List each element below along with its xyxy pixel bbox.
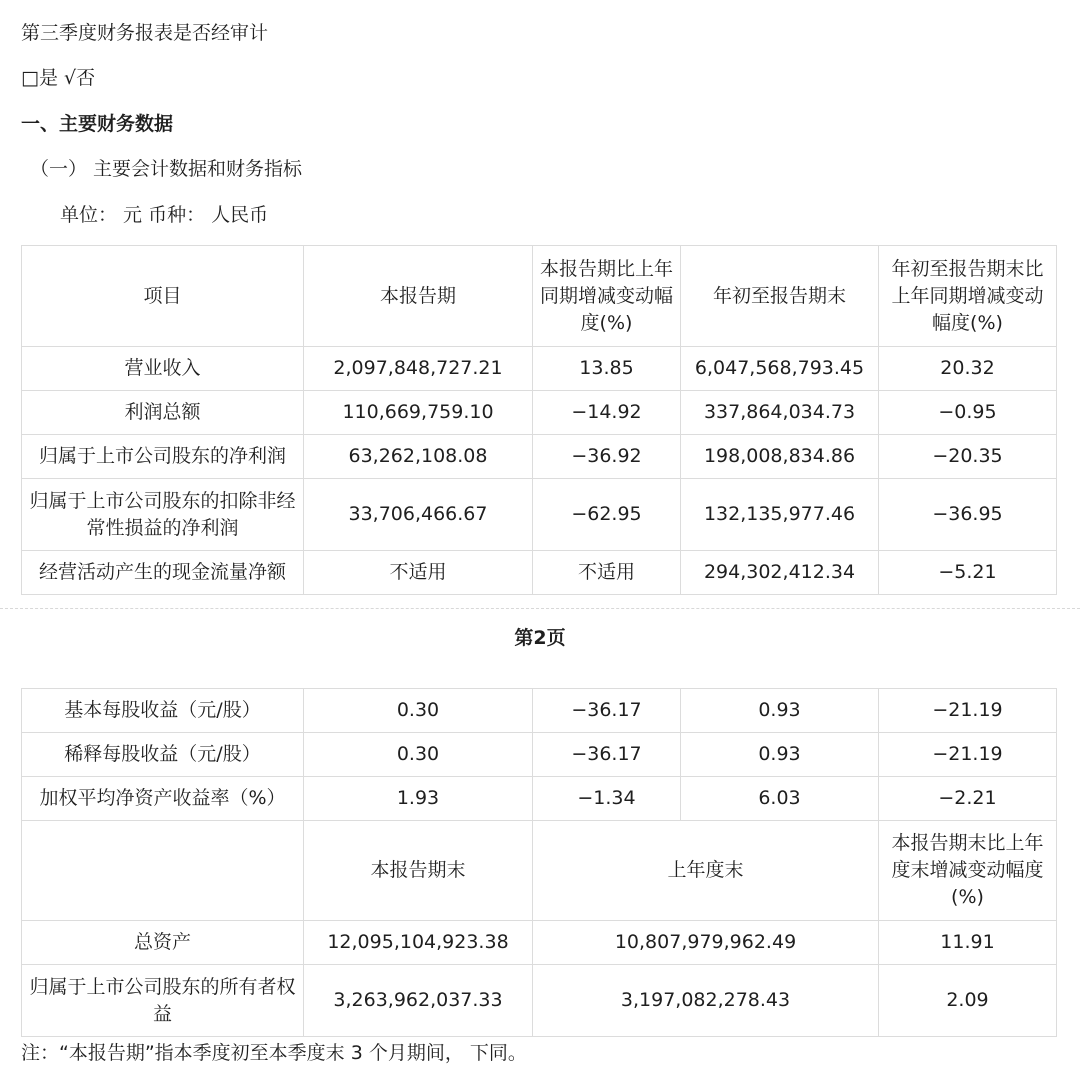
table-cell: 2.09 <box>879 965 1057 1037</box>
table-cell: −5.21 <box>879 551 1057 595</box>
table-cell: 基本每股收益（元/股） <box>22 689 304 733</box>
table-cell: 归属于上市公司股东的所有者权益 <box>22 965 304 1037</box>
table-cell: 12,095,104,923.38 <box>304 921 533 965</box>
table-cell: −62.95 <box>533 479 681 551</box>
audit-answer: □是 √否 <box>21 67 96 89</box>
unit-line: 单位： 元 币种： 人民币 <box>60 204 269 226</box>
financial-data-table <box>21 245 1057 595</box>
header-cell: 项目 <box>22 246 304 347</box>
header-cell: 本报告期 <box>304 246 533 347</box>
table-cell: 归属于上市公司股东的扣除非经常性损益的净利润 <box>22 479 304 551</box>
footnote: 注：“本报告期”指本季度初至本季度末 3 个月期间， 下同。 <box>21 1042 527 1064</box>
table-cell: 198,008,834.86 <box>681 435 879 479</box>
table-row <box>22 347 1057 391</box>
table-row <box>22 435 1057 479</box>
table-row <box>22 921 1057 965</box>
table-cell: −2.21 <box>879 777 1057 821</box>
table-cell: 3,263,962,037.33 <box>304 965 533 1037</box>
table-row <box>22 551 1057 595</box>
balance-header-row <box>22 821 1057 921</box>
table-row <box>22 689 1057 733</box>
table-cell: 不适用 <box>533 551 681 595</box>
table-cell: 总资产 <box>22 921 304 965</box>
table-header-row <box>22 246 1057 347</box>
header-cell: 年初至报告期末 <box>681 246 879 347</box>
table-cell: −36.17 <box>533 689 681 733</box>
financial-data-table-continued <box>21 688 1057 1037</box>
table-row <box>22 479 1057 551</box>
table-cell: 337,864,034.73 <box>681 391 879 435</box>
table-cell: 营业收入 <box>22 347 304 391</box>
table-cell: 20.32 <box>879 347 1057 391</box>
table-row <box>22 733 1057 777</box>
table-row <box>22 391 1057 435</box>
subsection-title: （一） 主要会计数据和财务指标 <box>30 158 303 180</box>
audit-question: 第三季度财务报表是否经审计 <box>21 22 269 44</box>
table-cell: 13.85 <box>533 347 681 391</box>
table-cell: 0.93 <box>681 733 879 777</box>
table-cell: −36.95 <box>879 479 1057 551</box>
table-cell: 6.03 <box>681 777 879 821</box>
page-separator <box>0 608 1080 609</box>
header-cell: 上年度末 <box>533 821 879 921</box>
table-cell: 不适用 <box>304 551 533 595</box>
table-cell: −36.17 <box>533 733 681 777</box>
header-cell <box>22 821 304 921</box>
table-cell: 63,262,108.08 <box>304 435 533 479</box>
table-cell: 132,135,977.46 <box>681 479 879 551</box>
table-cell: 3,197,082,278.43 <box>533 965 879 1037</box>
table-cell: 11.91 <box>879 921 1057 965</box>
table-row <box>22 965 1057 1037</box>
table-cell: 0.30 <box>304 733 533 777</box>
table-cell: 0.93 <box>681 689 879 733</box>
table-cell: −0.95 <box>879 391 1057 435</box>
header-cell: 本报告期末 <box>304 821 533 921</box>
page-number: 第2页 <box>514 627 566 649</box>
table-cell: −21.19 <box>879 733 1057 777</box>
table-cell: −21.19 <box>879 689 1057 733</box>
table-cell: −14.92 <box>533 391 681 435</box>
table-cell: −36.92 <box>533 435 681 479</box>
table-cell: 稀释每股收益（元/股） <box>22 733 304 777</box>
table-cell: 110,669,759.10 <box>304 391 533 435</box>
table-cell: −1.34 <box>533 777 681 821</box>
table-cell: 加权平均净资产收益率（%） <box>22 777 304 821</box>
header-cell: 本报告期末比上年度末增减变动幅度(%) <box>879 821 1057 921</box>
table-cell: 6,047,568,793.45 <box>681 347 879 391</box>
header-cell: 年初至报告期末比上年同期增减变动幅度(%) <box>879 246 1057 347</box>
table-cell: 1.93 <box>304 777 533 821</box>
table-cell: 294,302,412.34 <box>681 551 879 595</box>
header-cell: 本报告期比上年同期增减变动幅度(%) <box>533 246 681 347</box>
table-cell: 10,807,979,962.49 <box>533 921 879 965</box>
section-title: 一、主要财务数据 <box>21 113 174 135</box>
table-cell: 归属于上市公司股东的净利润 <box>22 435 304 479</box>
table-cell: 33,706,466.67 <box>304 479 533 551</box>
table-cell: 利润总额 <box>22 391 304 435</box>
table-cell: 经营活动产生的现金流量净额 <box>22 551 304 595</box>
table-cell: −20.35 <box>879 435 1057 479</box>
table-cell: 2,097,848,727.21 <box>304 347 533 391</box>
table-cell: 0.30 <box>304 689 533 733</box>
table-row <box>22 777 1057 821</box>
